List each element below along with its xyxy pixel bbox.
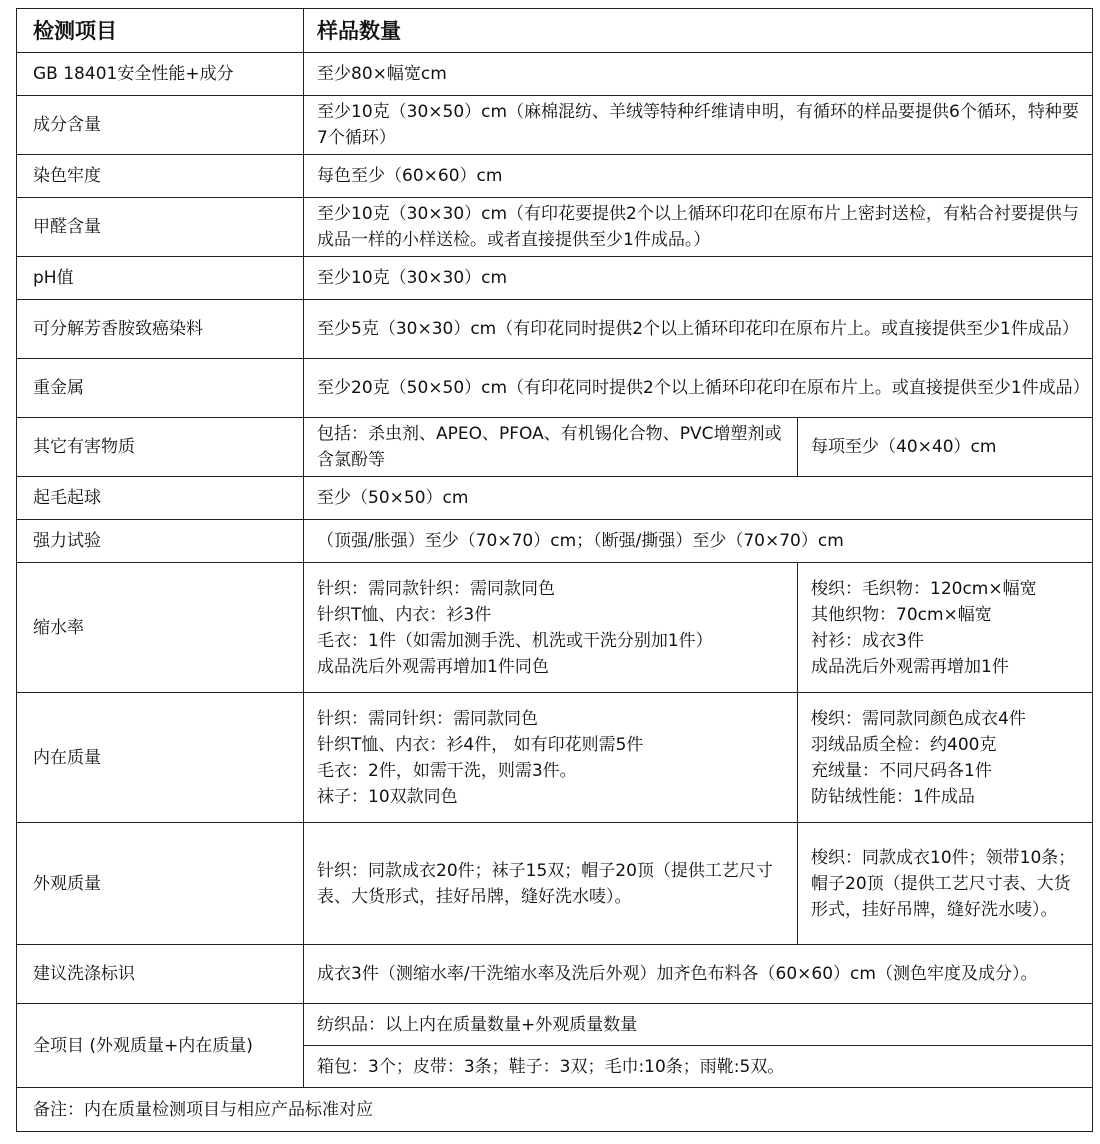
woven-line: 梭织：需同款同颜色成衣4件: [811, 708, 1026, 729]
item-cell: 起毛起球: [17, 477, 304, 520]
item-cell: 染色牢度: [17, 155, 304, 198]
woven-line: 梭织：毛织物：120cm×幅宽: [811, 578, 1037, 599]
table-row: [17, 257, 1093, 300]
quantity-cell-left: 包括：杀虫剂、APEO、PFOA、有机锡化合物、PVC增塑剂或含氯酚等: [304, 418, 798, 477]
knit-line: 针织：需同款针织：需同款同色: [317, 578, 555, 599]
table-header-row: [17, 9, 1093, 53]
table-row: [17, 945, 1093, 1004]
table-row: [17, 693, 1093, 823]
knit-line: 成品洗后外观需再增加1件同色: [317, 656, 549, 677]
item-cell: 其它有害物质: [17, 418, 304, 477]
table-row: [17, 418, 1093, 477]
woven-line: 其他织物：70cm×幅宽: [811, 604, 992, 625]
quantity-cell: 至少80×幅宽cm: [304, 53, 1093, 96]
item-cell: 外观质量: [17, 823, 304, 945]
item-cell: GB 18401安全性能+成分: [17, 53, 304, 96]
note-row: [17, 1088, 1093, 1132]
header-item: 检测项目: [17, 9, 304, 53]
table-row: [17, 520, 1093, 563]
quantity-cell: 至少20克（50×50）cm（有印花同时提供2个以上循环印花印在原布片上。或直接提供至少1件成品）: [304, 359, 1093, 418]
knit-requirements: [304, 693, 798, 823]
quantity-cell: 纺织品：以上内在质量数量+外观质量数量: [304, 1004, 1093, 1046]
table-row: [17, 96, 1093, 155]
quantity-cell-right: 每项至少（40×40）cm: [798, 418, 1093, 477]
quantity-cell: 至少5克（30×30）cm（有印花同时提供2个以上循环印花印在原布片上。或直接提供至少1件成品）: [304, 300, 1093, 359]
knit-line: 针织T恤、内衣：衫3件: [317, 604, 492, 625]
sample-quantity-table: [16, 8, 1093, 1132]
note: 备注：内在质量检测项目与相应产品标准对应: [17, 1088, 1093, 1132]
item-cell: 可分解芳香胺致癌染料: [17, 300, 304, 359]
item-cell: 重金属: [17, 359, 304, 418]
knit-requirements: [304, 563, 798, 693]
woven-line: 衬衫：成衣3件: [811, 630, 924, 651]
item-cell: 全项目 (外观质量+内在质量): [17, 1004, 304, 1088]
table-row: [17, 563, 1093, 693]
quantity-cell: 每色至少（60×60）cm: [304, 155, 1093, 198]
knit-requirements: 针织：同款成衣20件；袜子15双；帽子20顶（提供工艺尺寸表、大货形式，挂好吊牌，缝好洗水唛）。: [304, 823, 798, 945]
table-row: [17, 823, 1093, 945]
item-cell: 甲醛含量: [17, 198, 304, 257]
quantity-cell: 至少10克（30×30）cm: [304, 257, 1093, 300]
quantity-cell: 箱包：3个；皮带：3条；鞋子：3双；毛巾:10条；雨靴:5双。: [304, 1046, 1093, 1088]
table-row: [17, 477, 1093, 520]
item-cell: 强力试验: [17, 520, 304, 563]
woven-line: 充绒量：不同尺码各1件: [811, 760, 992, 781]
item-cell: 建议洗涤标识: [17, 945, 304, 1004]
table-row: [17, 359, 1093, 418]
table-row: [17, 155, 1093, 198]
woven-line: 成品洗后外观需再增加1件: [811, 656, 1009, 677]
woven-requirements: 梭织：同款成衣10件；领带10条；帽子20顶（提供工艺尺寸表、大货形式，挂好吊牌，缝好洗水唛）。: [798, 823, 1093, 945]
table-row: [17, 300, 1093, 359]
woven-line: 防钻绒性能：1件成品: [811, 786, 975, 807]
quantity-cell: 成衣3件（测缩水率/干洗缩水率及洗后外观）加齐色布料各（60×60）cm（测色牢度及成分）。: [304, 945, 1093, 1004]
quantity-cell: 至少10克（30×50）cm（麻棉混纺、羊绒等特种纤维请申明，有循环的样品要提供6个循环，特种要7个循环）: [304, 96, 1093, 155]
woven-line: 羽绒品质全检：约400克: [811, 734, 997, 755]
item-cell: pH值: [17, 257, 304, 300]
table-row: [17, 1004, 1093, 1046]
item-cell: 成分含量: [17, 96, 304, 155]
quantity-cell: （顶强/胀强）至少（70×70）cm；（断强/撕强）至少（70×70）cm: [304, 520, 1093, 563]
header-quantity: 样品数量: [304, 9, 1093, 53]
knit-line: 毛衣：2件，如需干洗，则需3件。: [317, 760, 577, 781]
table-row: [17, 198, 1093, 257]
woven-requirements: [798, 693, 1093, 823]
table-row: [17, 53, 1093, 96]
quantity-cell: 至少（50×50）cm: [304, 477, 1093, 520]
knit-line: 毛衣：1件（如需加测手洗、机洗或干洗分别加1件）: [317, 630, 713, 651]
woven-requirements: [798, 563, 1093, 693]
quantity-cell: 至少10克（30×30）cm（有印花要提供2个以上循环印花印在原布片上密封送检，有粘合衬要提供与成品一样的小样送检。或者直接提供至少1件成品。）: [304, 198, 1093, 257]
knit-line: 针织：需同针织：需同款同色: [317, 708, 538, 729]
knit-line: 针织T恤、内衣：衫4件， 如有印花则需5件: [317, 734, 644, 755]
item-cell: 缩水率: [17, 563, 304, 693]
item-cell: 内在质量: [17, 693, 304, 823]
knit-line: 袜子：10双款同色: [317, 786, 458, 807]
